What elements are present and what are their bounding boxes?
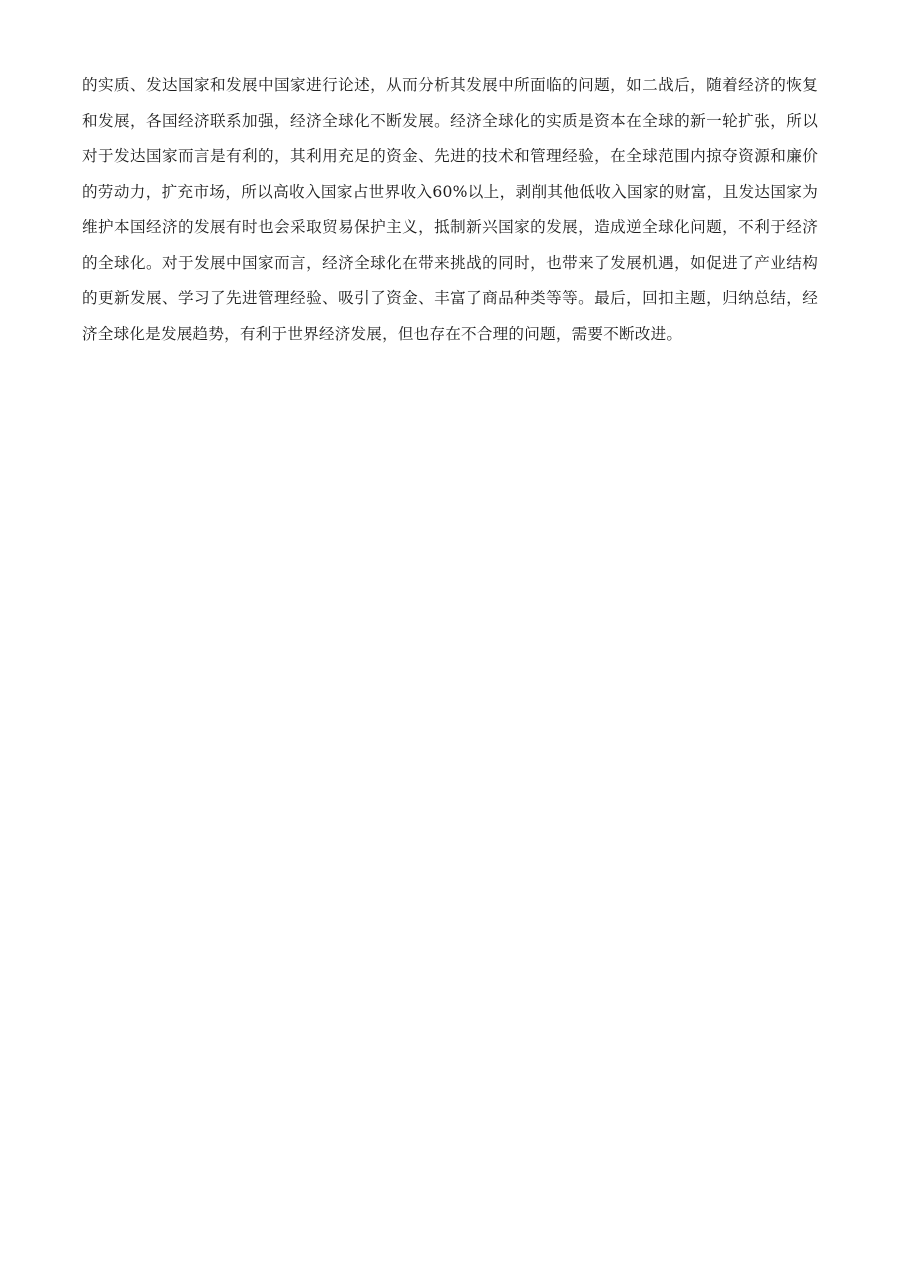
paragraph-line-8: 济全球化是发展趋势，有利于世界经济发展，但也存在不合理的问题，需要不断改进。 [82,324,683,343]
answer-paragraph [82,68,818,352]
paragraph-line-6: 的全球化。对于发展中国家而言，经济全球化在带来挑战的同时，也带来了发展机遇，如促进了产业结构 [82,253,818,272]
paragraph-line-7: 的更新发展、学习了先进管理经验、吸引了资金、丰富了商品种类等等。最后，回扣主题，归纳总结，经 [82,289,818,307]
paragraph-line-3: 对于发达国家而言是有利的，其利用充足的资金、先进的技术和管理经验，在全球范围内掠夺资源和廉价 [82,147,818,165]
paragraph-line-1: 的实质、发达国家和发展中国家进行论述，从而分析其发展中所面临的问题，如二战后，随着经济的恢复 [82,76,818,94]
paragraph-line-5: 维护本国经济的发展有时也会采取贸易保护主义，抵制新兴国家的发展，造成逆全球化问题，不利于经济 [82,218,818,236]
paragraph-line-4: 的劳动力，扩充市场，所以高收入国家占世界收入60%以上，剥削其他低收入国家的财富，且发达国家为 [82,182,818,201]
paragraph-line-2: 和发展，各国经济联系加强，经济全球化不断发展。经济全球化的实质是资本在全球的新一轮扩张，所以 [82,111,818,130]
